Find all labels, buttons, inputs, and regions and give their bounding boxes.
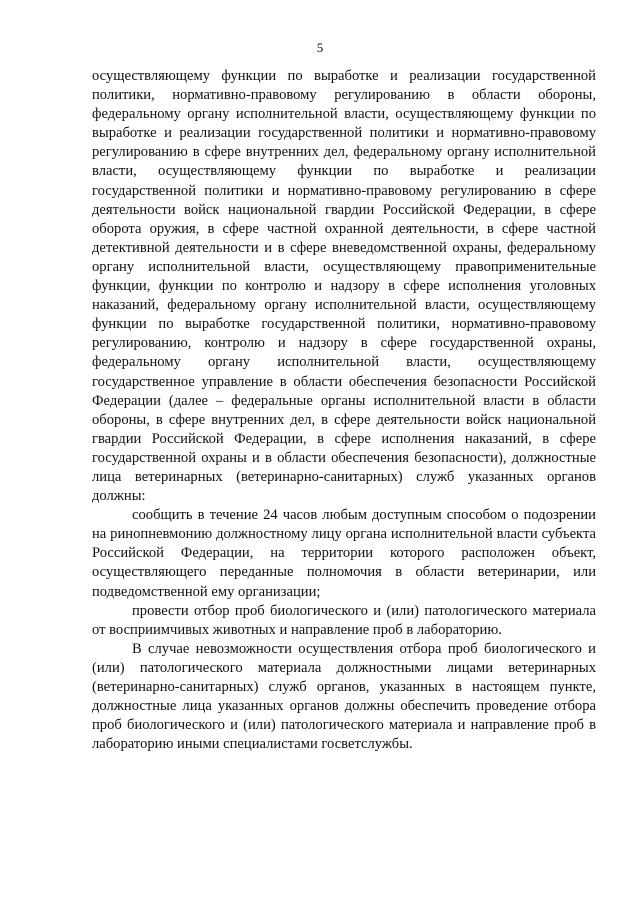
paragraph-federal-bodies: осуществляющему функции по выработке и реализации государственной политики, нормативно-правовому регулированию в области обороны, федеральному органу исполнительной власти, осуществляющему функции по выработке и реализации государственной политики и нормативно-правовому регулированию в сфере внутренних дел, федеральному органу исполнительной власти, осуществляющему функции по выработке и реализации государственной политики и нормативно-правовому регулированию в сфере деятельности войск национальной гвардии Российской Федерации, в сфере оборота оружия, в сфере частной охранной деятельности, в сфере частной детективной деятельности и в сфере вневедомственной охраны, федеральному органу исполнительной власти, осуществляющему правоприменительные функции, функции по контролю и надзору в сфере исполнения уголовных наказаний, федеральному органу исполнительной власти, осуществляющему функции по выработке государственной политики, нормативно-правовому регулированию, контролю и надзору в сфере государственной охраны, федеральному органу исполнительной власти, осуществляющему государственное управление в области обеспечения безопасности Российской Федерации (далее – федеральные органы исполнительной власти в области обороны, в сфере внутренних дел, в сфере деятельности войск национальной гвардии Российской Федерации, в сфере исполнения наказаний, в сфере государственной охраны и в области обеспечения безопасности), должностные лица ветеринарных (ветеринарно-санитарных) служб указанных органов должны:	[92, 68, 596, 505]
paragraph-alternative-sampling: В случае невозможности осуществления отбора проб биологического и (или) патологического материала должностными лицами ветеринарных (ветеринарно-санитарных) служб органов, указанных в настоящем пункте, должностные лица указанных органов должны обеспечить проведение отбора проб биологического и (или) патологического материала и направление проб в лабораторию иными специалистами госветслужбы.	[92, 640, 596, 753]
paragraph-report-suspicion: сообщить в течение 24 часов любым доступным способом о подозрении на ринопневмонию должностному лицу органа исполнительной власти субъекта Российской Федерации, на территории которого расположен объект, осуществляющего переданные полномочия в области ветеринарии, или подведомственной ему организации;	[92, 507, 596, 600]
paragraph-sampling: провести отбор проб биологического и (или) патологического материала от восприимчивых животных и направление проб в лабораторию.	[92, 602, 596, 638]
document-body	[92, 67, 596, 754]
page-number: 5	[316, 40, 324, 55]
